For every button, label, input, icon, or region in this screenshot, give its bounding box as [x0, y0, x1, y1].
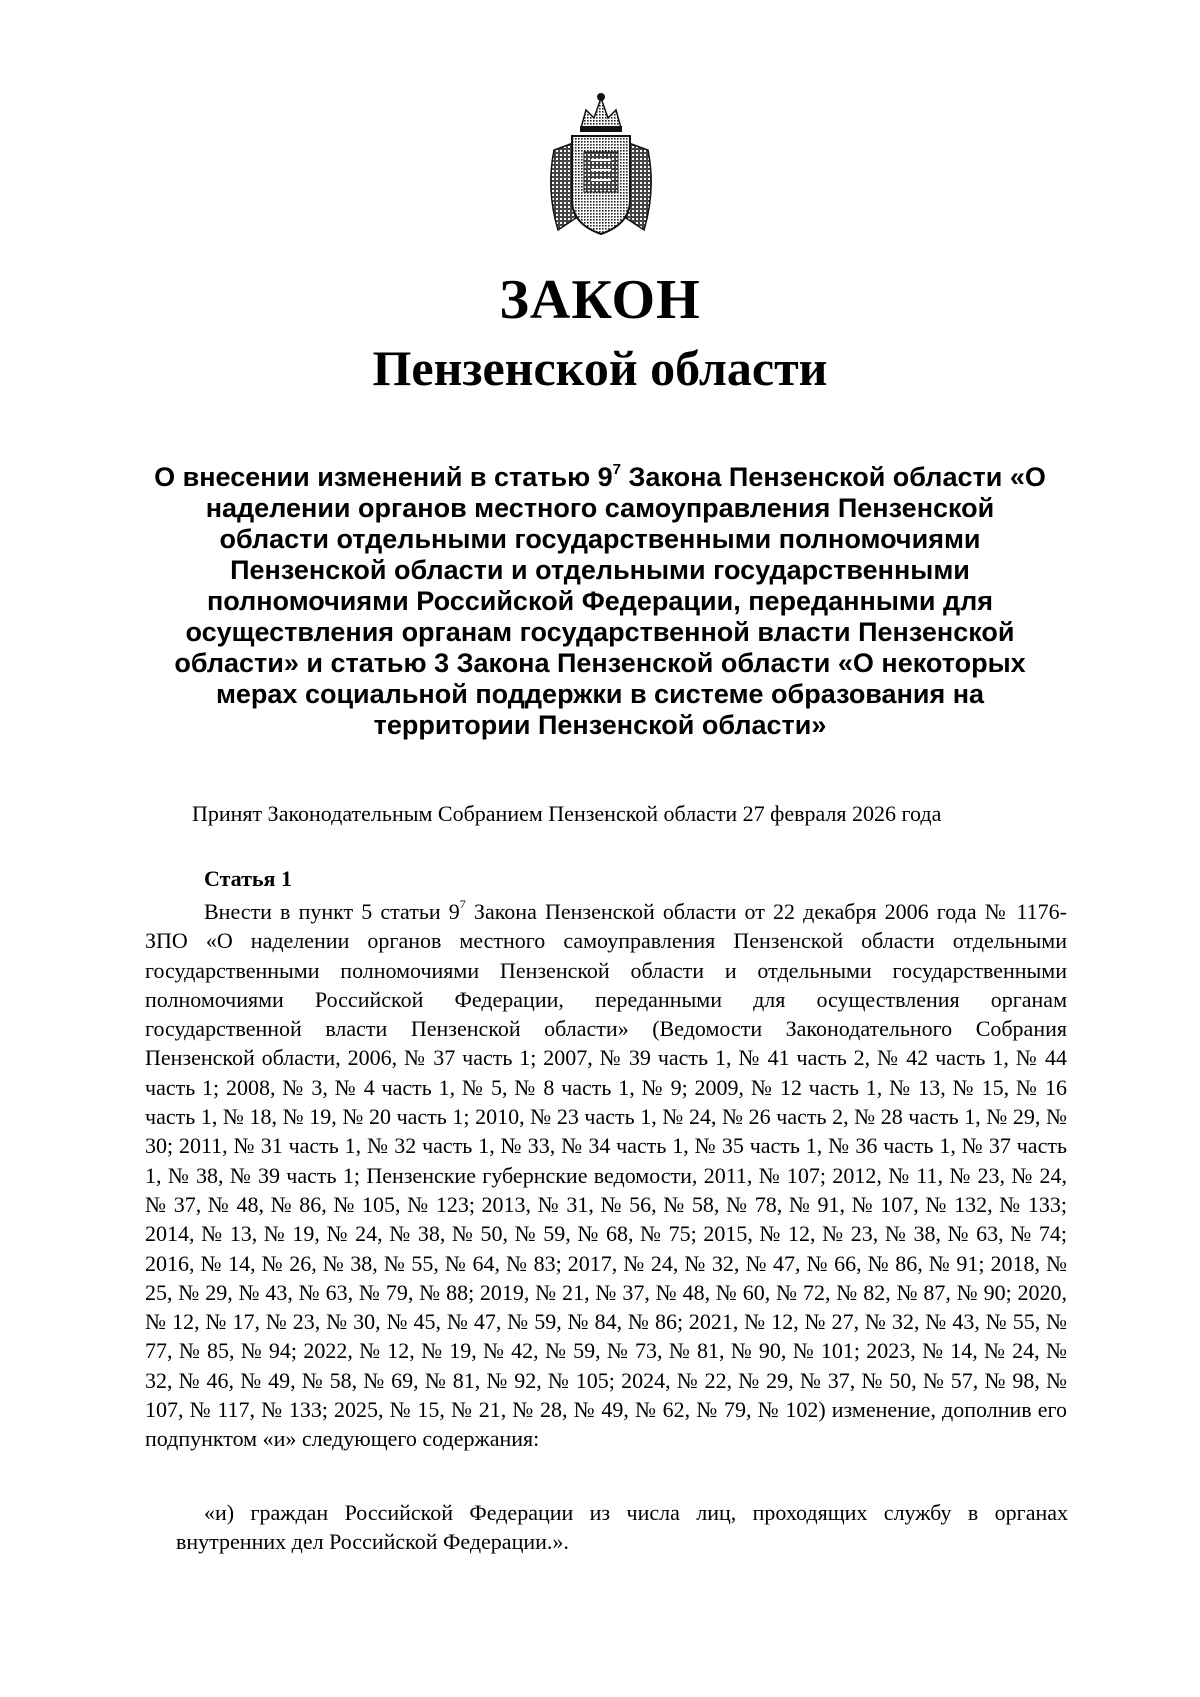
article-1-text-start: Внести в пункт 5 статьи 9	[204, 899, 460, 924]
article-1-superscript: 7	[459, 896, 466, 911]
article-1-paragraph	[145, 897, 1067, 1454]
law-subject-heading	[150, 462, 1050, 741]
article-1-heading: Статья 1	[204, 866, 292, 891]
document-subtitle: Пензенской области	[372, 340, 828, 396]
article-1-text-rest: Закона Пензенской области от 22 декабря 2006 года № 1176-ЗПО «О наделении органов местного самоуправления Пензенской области отдельными государственными полномочиями Пензенской области и отдельными государственными полномочиями Российской Федерации, переданными для осуществления органам государственной власти Пензенской области» (Ведомости Законодательного Собрания Пензенской области, 2006, № 37 часть 1; 2007, № 39 часть 1, № 41 часть 2, № 42 часть 1, № 44 часть 1; 2008, № 3, № 4 часть 1, № 5, № 8 часть 1, № 9; 2009, № 12 часть 1, № 13, № 15, № 16 часть 1, № 18, № 19, № 20 часть 1; 2010, № 23 часть 1, № 24, № 26 часть 2, № 28 часть 1, № 29, № 30; 2011, № 31 часть 1, № 32 часть 1, № 33, № 34 часть 1, № 35 часть 1, № 36 часть 1, № 37 часть 1, № 38, № 39 часть 1; Пензенские губернские ведомости, 2011, № 107; 2012, № 11, № 23, № 24, № 37, № 48, № 86, № 105, № 123; 2013, № 31, № 56, № 58, № 78, № 91, № 107, № 132, № 133; 2014, № 13, № 19, № 24, № 38, № 50, № 59, № 68, № 75; 2015, № 12, № 23, № 38, № 63, № 74; 2016, № 14, № 26, № 38, № 55, № 64, № 83; 2017, № 24, № 32, № 47, № 66, № 86, № 91; 2018, № 25, № 29, № 43, № 63, № 79, № 88; 2019, № 21, № 37, № 48, № 60, № 72, № 82, № 87, № 90; 2020, № 12, № 17, № 23, № 30, № 45, № 47, № 59, № 84, № 86; 2021, № 12, № 27, № 32, № 43, № 55, № 77, № 85, № 94; 2022, № 12, № 19, № 42, № 59, № 73, № 81, № 90, № 101; 2023, № 14, № 24, № 32, № 46, № 49, № 58, № 69, № 81, № 92, № 105; 2024, № 22, № 29, № 37, № 50, № 57, № 98, № 107, № 117, № 133; 2025, № 15, № 21, № 28, № 49, № 62, № 79, № 102) изменение, дополнив его подпунктом «и» следующего содержания:	[145, 899, 1067, 1452]
adoption-line: Принят Законодательным Собранием Пензенской области 27 февраля 2026 года	[192, 801, 942, 826]
subject-superscript: 7	[612, 461, 622, 478]
document-title: ЗАКОН	[499, 269, 701, 331]
article-1-quoted-subparagraph: «и) граждан Российской Федерации из числа лиц, проходящих службу в органах внутренних дел Российской Федерации.».	[176, 1500, 1068, 1554]
subject-text-rest: Закона Пензенской области «О наделении органов местного самоуправления Пензенской области отдельными государственными полномочиями Пензенской области и отдельными государственными полномочиями Российской Федерации, переданными для осуществления органам государственной власти Пензенской области» и статью 3 Закона Пензенской области «О некоторых мерах социальной поддержки в системе образования на территории Пензенской области»	[174, 462, 1046, 740]
coat-of-arms-icon	[536, 90, 666, 240]
subject-text-start: О внесении изменений в статью 9	[154, 462, 613, 492]
